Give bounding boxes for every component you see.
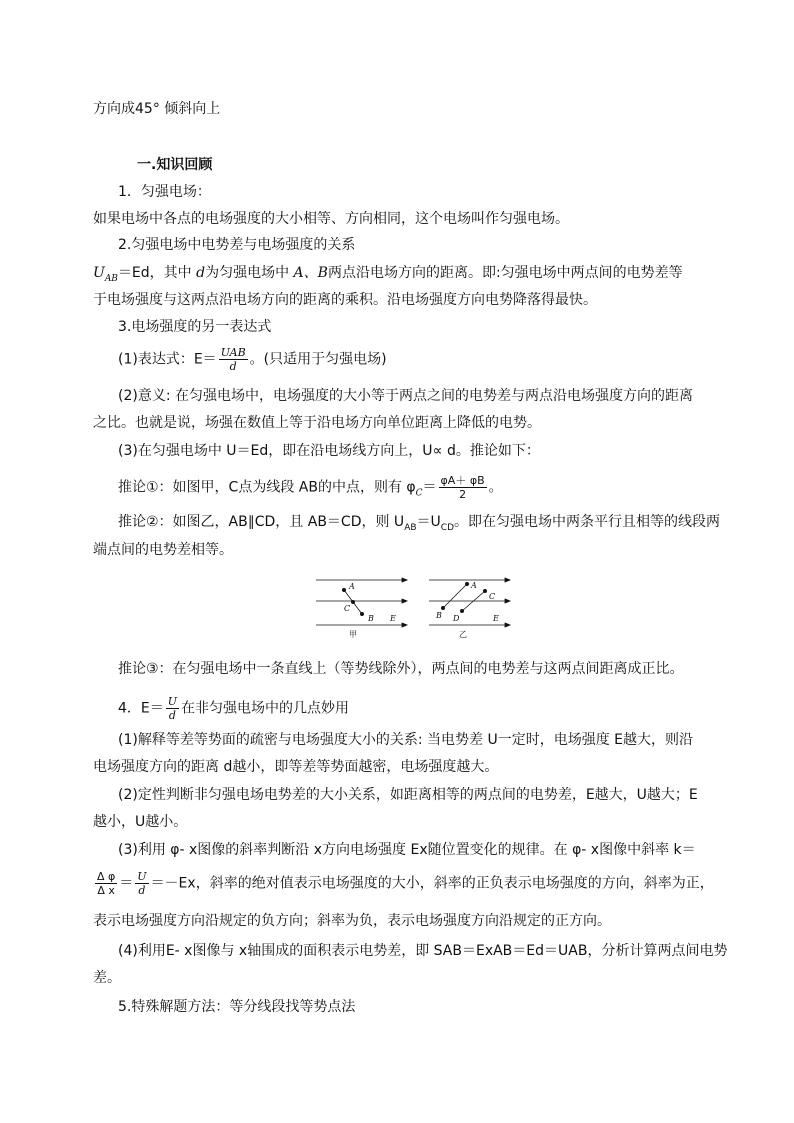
s4-3-line3: 表示电场强度方向沿规定的负方向；斜率为负，表示电场强度方向沿规定的正方向。 (93, 913, 611, 929)
label-b1: B (368, 614, 374, 623)
label-d2: D (453, 614, 460, 623)
s4-2-line1: (2)定性判断非匀强电场电势差的大小关系，如距离相等的两点间的电势差，E越大，U越大；E (118, 787, 698, 803)
label-c2: C (489, 592, 496, 601)
s3-2-line1: (2)意义: 在匀强电场中，电场强度的大小等于两点之间的电势差与两点沿电场强度方向的距离 (118, 388, 693, 404)
point-d2 (460, 609, 464, 613)
label-c1: C (344, 604, 351, 613)
point-c2 (483, 589, 487, 593)
s4-title: 4．E＝ $\frac{U}{d}$ 在非匀强电场中的几点妙用 (118, 695, 350, 722)
caption-jia: 甲 (349, 630, 357, 639)
field-diagram (312, 574, 522, 642)
s4-4-line2: 差。 (93, 970, 121, 986)
fraction-e-u-d: $\frac{U}{d}$ (167, 695, 178, 722)
fraction-dphi-dx: $\frac{\text{Δ φ}}{\text{Δ x}}$ (97, 870, 116, 897)
s4-1-line1: (1)解释等差等势面的疏密与电场强度大小的关系: 当电势差 U一定时，电场强度 E越大，则沿 (118, 732, 693, 748)
s5-title: 5.特殊解题方法：等分线段找等势点法 (118, 999, 356, 1015)
s3-3: (3)在匀强电场中 U＝Ed，即在沿电场线方向上，U∝ d。推论如下： (118, 443, 540, 459)
label-a1: A (349, 582, 355, 591)
s1-body: 如果电场中各点的电场强度的大小相等、方向相同，这个电场叫作匀强电场。 (93, 211, 569, 227)
s4-1-line2: 电场强度方向的距离 d越小，即等差等势面越密，电场强度越大。 (93, 759, 499, 775)
inference-1: 推论①：如图甲，C点为线段 AB的中点，则有 $\varphi_C=$ $\frac{\varphi A+ \varphi B}{2}$ 。 (118, 474, 503, 501)
inference-2-line1: 推论②：如图乙，AB∥CD，且 AB＝CD，则 $U_{AB}=U_{CD}$。即在匀强电场中两条平行且相等的线段两 (118, 514, 720, 533)
fraction-u-d: $\frac{U}{d}$ (137, 870, 147, 897)
s3-title: 3.电场强度的另一表达式 (118, 319, 272, 335)
point-a1 (342, 588, 346, 592)
s2-title: 2.匀强电场中电势差与电场强度的关系 (118, 237, 356, 253)
s3-1: (1)表达式：E＝ $\frac{\text{UAB}}{d}$ 。(只适用于匀强电场) (118, 346, 387, 373)
label-e1: E (390, 614, 396, 623)
fraction-phi-avg: $\frac{\varphi A+ \varphi B}{2}$ (440, 474, 485, 501)
label-a2: A (471, 581, 477, 590)
inference-2-line2: 端点间的电势差相等。 (93, 542, 233, 558)
s4-3-line2: $\frac{\text{Δ φ}}{\text{Δ x}}$ ＝ $\frac{U}{d}$ ＝－Ex，斜率的绝对值表示电场强度的大小，斜率的正负表示电场强度的方向，斜率为正， (97, 870, 714, 897)
s4-3-line1: (3)利用 φ- x图像的斜率判断沿 x方向电场强度 Ex随位置变化的规律。在 φ- x图像中斜率 k＝ (118, 842, 696, 858)
fraction-u-over-d: $\frac{\text{UAB}}{d}$ (220, 346, 246, 373)
section-title: 一.知识回顾 (137, 157, 213, 173)
point-b1 (360, 612, 364, 616)
label-e2: E (493, 614, 499, 623)
s1-title: 1．匀强电场： (118, 184, 211, 200)
caption-yi: 乙 (459, 630, 467, 639)
s2-line1: $U_{AB}=Ed$，其中 d为匀强电场中 A、B两点沿电场方向的距离。即:匀强电场中两点间的电势差等 (93, 265, 683, 284)
point-c1 (351, 600, 355, 604)
label-b2: B (436, 611, 442, 620)
inference-3: 推论③：在匀强电场中一条直线上（等势线除外），两点间的电势差与这两点间距离成正比。 (118, 661, 684, 677)
point-b2 (441, 606, 445, 610)
s4-2-line2: 越小，U越小。 (93, 814, 188, 830)
s4-4-line1: (4)利用E- x图像与 x轴围成的面积表示电势差，即 SAB＝ExAB＝Ed＝UAB，分析计算两点间电势 (118, 943, 728, 959)
point-a2 (465, 582, 469, 586)
s3-2-line2: 之比。也就是说，场强在数值上等于沿电场方向单位距离上降低的电势。 (93, 415, 541, 431)
s2-line2: 于电场强度与这两点沿电场方向的距离的乘积。沿电场强度方向电势降落得最快。 (93, 292, 597, 308)
intro-line: 方向成45° 倾斜向上 (93, 101, 221, 117)
